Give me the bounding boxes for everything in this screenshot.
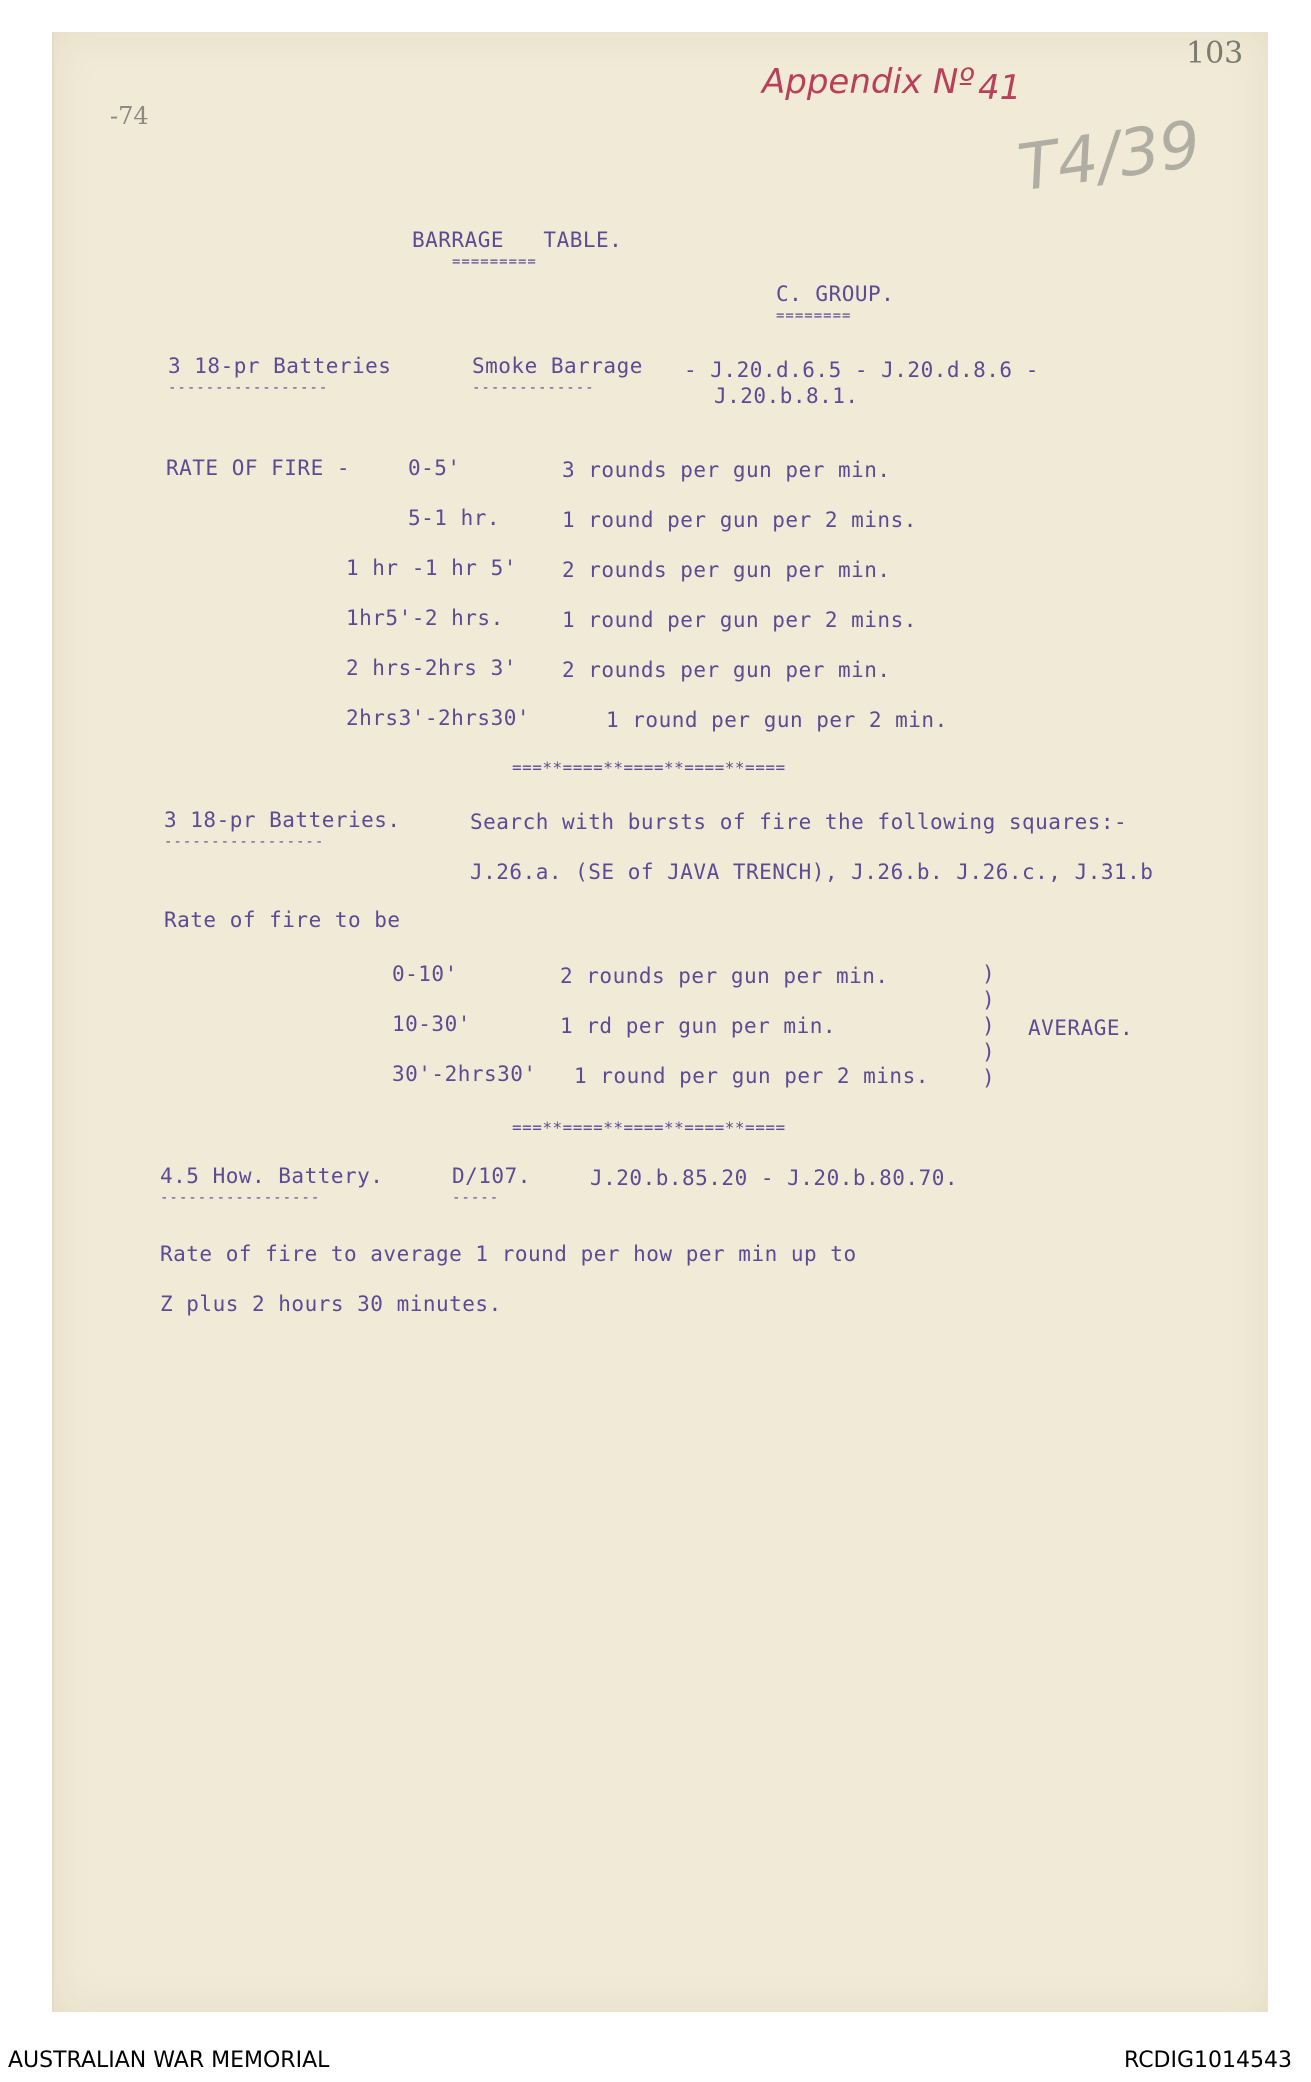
rate-value: 2 rounds per gun per min. xyxy=(560,964,889,988)
section1-label-underline: ----------------- xyxy=(168,380,329,396)
rate-time: 30'-2hrs30' xyxy=(392,1062,537,1086)
section-divider: ===**====**====**====**==== xyxy=(512,1118,786,1137)
section2-label: 3 18-pr Batteries. xyxy=(164,808,401,832)
section1-label: 3 18-pr Batteries xyxy=(168,354,392,378)
rate-time: 5-1 hr. xyxy=(408,506,501,530)
rate-time: 2hrs3'-2hrs30' xyxy=(346,706,531,730)
bracket: ) xyxy=(982,988,996,1012)
appendix-number: 41 xyxy=(978,68,1022,108)
section2-squares: J.26.a. (SE of JAVA TRENCH), J.26.b. J.26.c., J.31.b xyxy=(470,860,1154,884)
appendix-label: Appendix Nº xyxy=(762,62,975,102)
group-underline: ======== xyxy=(776,308,852,324)
footer-id: RCDIG1014543 xyxy=(1124,2048,1293,2073)
section3-rate-line2: Z plus 2 hours 30 minutes. xyxy=(160,1292,502,1316)
section1-task-underline: ------------- xyxy=(472,380,595,396)
rate-time: 0-10' xyxy=(392,962,458,986)
title-underline: ========= xyxy=(452,254,537,270)
rate-value: 2 rounds per gun per min. xyxy=(562,558,891,582)
rate-time: 0-5' xyxy=(408,456,461,480)
group-title: C. GROUP. xyxy=(776,282,895,306)
section3-label: 4.5 How. Battery. xyxy=(160,1164,384,1188)
section-divider: ===**====**====**====**==== xyxy=(512,758,786,777)
rate-value: 2 rounds per gun per min. xyxy=(562,658,891,682)
page-number: 103 xyxy=(1186,36,1244,71)
rate-value: 1 round per gun per 2 mins. xyxy=(562,508,917,532)
average-label: AVERAGE. xyxy=(1028,1016,1134,1040)
rate-value: 1 rd per gun per min. xyxy=(560,1014,837,1038)
pencil-reference: T4/39 xyxy=(1013,107,1206,207)
bracket: ) xyxy=(982,962,996,986)
section1-targets: - J.20.d.6.5 - J.20.d.8.6 - xyxy=(684,358,1039,382)
section3-targets: J.20.b.85.20 - J.20.b.80.70. xyxy=(590,1166,959,1190)
section2-label-underline: ----------------- xyxy=(164,834,325,850)
rate-time: 10-30' xyxy=(392,1012,471,1036)
rate-value: 1 round per gun per 2 min. xyxy=(606,708,948,732)
rate-time: 1 hr -1 hr 5' xyxy=(346,556,517,580)
rate-time: 2 hrs-2hrs 3' xyxy=(346,656,517,680)
section2-task: Search with bursts of fire the following squares:- xyxy=(470,810,1128,834)
document-title: BARRAGE TABLE. xyxy=(412,228,623,252)
corner-mark: -74 xyxy=(110,102,149,130)
section1-task: Smoke Barrage xyxy=(472,354,643,378)
section3-label-underline: ----------------- xyxy=(160,1190,321,1206)
section2-rate-label: Rate of fire to be xyxy=(164,908,401,932)
rate-value: 3 rounds per gun per min. xyxy=(562,458,891,482)
section1-rate-label: RATE OF FIRE - xyxy=(166,456,351,480)
rate-value: 1 round per gun per 2 mins. xyxy=(562,608,917,632)
rate-value: 1 round per gun per 2 mins. xyxy=(574,1064,929,1088)
section3-rate-line1: Rate of fire to average 1 round per how per min up to xyxy=(160,1242,857,1266)
section1-targets-cont: J.20.b.8.1. xyxy=(714,384,859,408)
bracket: ) xyxy=(982,1014,996,1038)
section3-unit: D/107. xyxy=(452,1164,531,1188)
section3-unit-underline: ----- xyxy=(452,1190,500,1206)
bracket: ) xyxy=(982,1066,996,1090)
bracket: ) xyxy=(982,1040,996,1064)
footer-source: AUSTRALIAN WAR MEMORIAL xyxy=(8,2048,330,2073)
rate-time: 1hr5'-2 hrs. xyxy=(346,606,504,630)
